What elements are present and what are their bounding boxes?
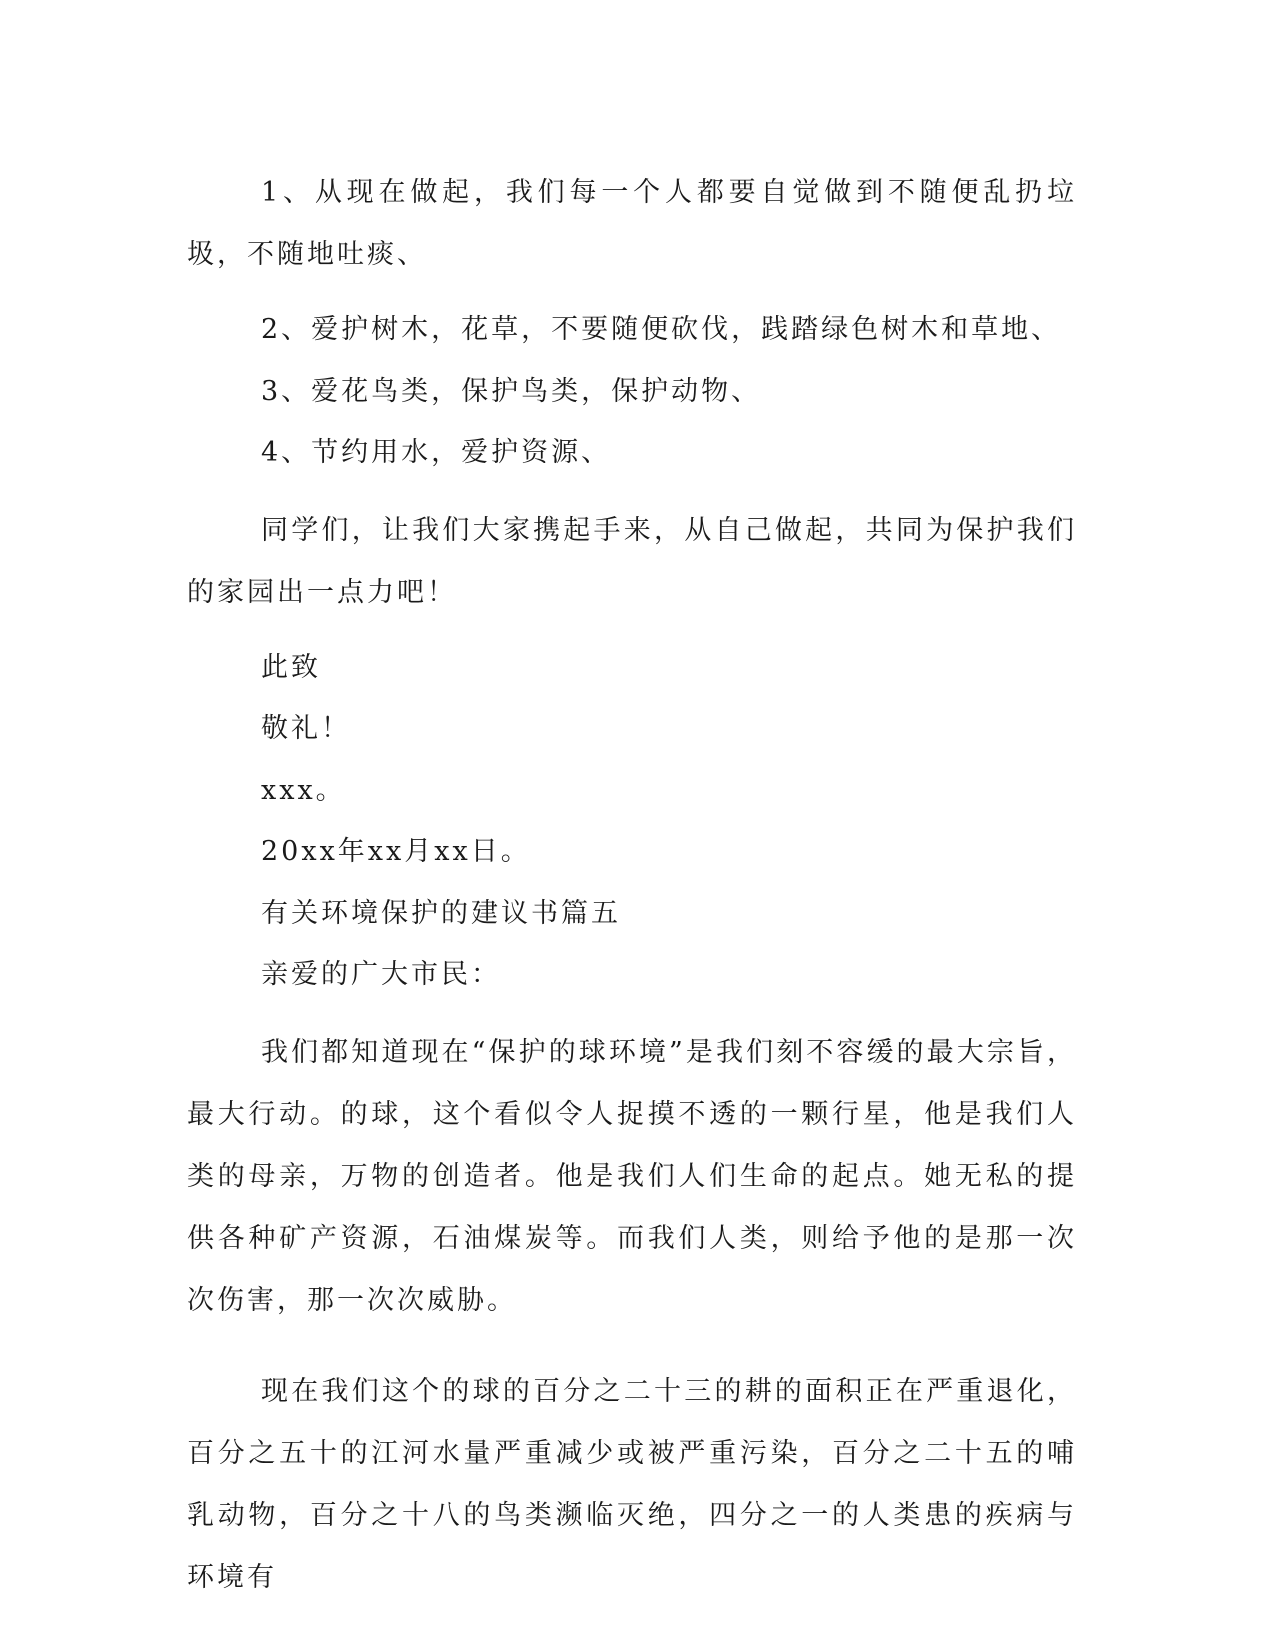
closing-phrase: 此致 [261, 651, 321, 683]
list-item-1: 1、从现在做起，我们每一个人都要自觉做到不随便乱扔垃圾，不随地吐痰、 [187, 177, 1077, 270]
call-to-action-paragraph: 同学们，让我们大家携起手来，从自己做起，共同为保护我们的家园出一点力吧！ [187, 514, 1077, 608]
body-paragraph-1: 我们都知道现在“保护的球环境”是我们刻不容缓的最大宗旨，最大行动。的球，这个看似令人捉摸不透的一颗行星，他是我们人类的母亲，万物的创造者。他是我们人们生命的起点。她无私的提供各种矿产资源，石油煤炭等。而我们人类，则给予他的是那一次次伤害，那一次次威胁。 [187, 1036, 1077, 1316]
list-item-2: 2、爱护树木，花草，不要随便砍伐，践踏绿色树木和草地、 [261, 314, 1062, 345]
signature: xxx。 [261, 774, 346, 806]
list-item-3: 3、爱花鸟类，保护鸟类，保护动物、 [261, 375, 762, 407]
section-title: 有关环境保护的建议书篇五 [261, 897, 621, 929]
body-paragraph-2: 现在我们这个的球的百分之二十三的耕的面积正在严重退化，百分之五十的江河水量严重减少或被严重污染，百分之二十五的哺乳动物，百分之十八的鸟类濒临灭绝，四分之一的人类患的疾病与环境有 [187, 1375, 1077, 1593]
letter-date: 20xx年xx月xx日。 [261, 836, 531, 867]
list-item-4: 4、节约用水，爱护资源、 [261, 437, 612, 468]
salutation: 亲爱的广大市民： [261, 959, 501, 990]
closing-salute: 敬礼！ [261, 713, 351, 744]
document-body [187, 162, 1077, 1638]
